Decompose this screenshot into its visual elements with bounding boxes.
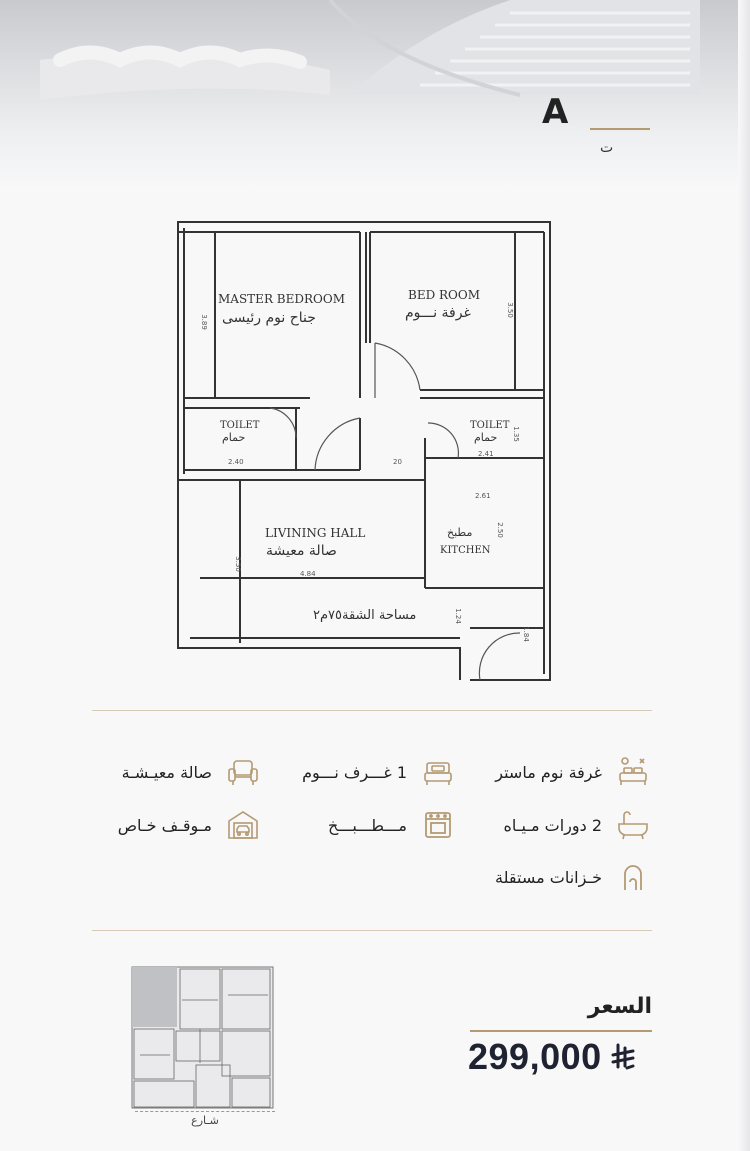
hero-staircase-illustration <box>0 0 750 190</box>
feature-label: غرفة نوم ماستر <box>495 762 602 782</box>
unit-letter: A <box>542 92 569 132</box>
feature-bedrooms <box>302 755 455 789</box>
dim-label: 4.84 <box>300 570 316 578</box>
dim-label: 2.61 <box>475 492 491 500</box>
room-label-toilet1-ar: حمام <box>222 431 246 444</box>
section-divider <box>92 710 652 711</box>
feature-living <box>122 755 260 789</box>
right-edge-shadow <box>738 0 750 1151</box>
dim-label: 2.50 <box>495 522 504 538</box>
bed-icon <box>421 755 455 789</box>
room-label-toilet1-en: TOILET <box>220 420 260 431</box>
price-value: 299,000 <box>468 1036 602 1077</box>
room-label-toilet2-ar: حمام <box>474 431 498 444</box>
room-label-bedroom-ar: غرفة نـــوم <box>405 305 471 321</box>
building-site-plan <box>130 965 275 1110</box>
feature-label: مـــطـــبـــخ <box>327 815 407 835</box>
room-label-master-ar: جناح نوم رئيسى <box>222 310 316 326</box>
feature-bathrooms <box>504 808 650 842</box>
apartment-area-label: مساحة الشقة٧٥م٢ <box>313 608 417 623</box>
bathtub-icon <box>616 808 650 842</box>
hero-image <box>0 0 750 190</box>
feature-label: مـوقـف خـاص <box>117 815 212 835</box>
master-bedroom-icon <box>616 755 650 789</box>
room-label-kitchen-ar: مطبخ <box>447 526 473 539</box>
oven-icon <box>421 808 455 842</box>
street-label: شـارع <box>135 1111 275 1127</box>
feature-parking <box>118 808 260 842</box>
dim-label: 1.84 <box>521 626 530 642</box>
dim-label: 2.40 <box>228 458 244 466</box>
dim-label: 1.35 <box>511 426 520 442</box>
dim-label: 3.89 <box>199 314 208 330</box>
unit-subtitle: ت <box>600 140 614 156</box>
feature-label: 1 غـــرف نـــوم <box>302 762 407 782</box>
unit-title-rule <box>590 128 650 130</box>
feature-label: خـزانات مستقلة <box>495 867 602 887</box>
feature-label: صالة معيـشـة <box>121 762 212 782</box>
feature-label: 2 دورات مـيـاه <box>503 815 602 835</box>
dim-label: 1.24 <box>453 608 462 624</box>
feature-water-tanks <box>495 860 650 894</box>
price-rule <box>470 1030 652 1032</box>
room-label-master-en: MASTER BEDROOM <box>218 292 345 306</box>
room-label-toilet2-en: TOILET <box>470 420 510 431</box>
armchair-icon <box>226 755 260 789</box>
room-label-bedroom-en: BED ROOM <box>408 288 481 302</box>
dim-label: 3.50 <box>505 302 514 318</box>
feature-master-bedroom <box>495 755 650 789</box>
dim-label: 20 <box>393 458 402 466</box>
water-tank-icon <box>616 860 650 894</box>
room-label-kitchen-en: KITCHEN <box>440 545 491 556</box>
garage-icon <box>226 808 260 842</box>
room-label-living-en: LIVINING HALL <box>265 526 366 540</box>
price-label: السعر <box>587 994 652 1019</box>
price-row <box>468 1036 636 1078</box>
feature-kitchen <box>328 808 455 842</box>
room-label-living-ar: صالة معيشة <box>266 543 337 559</box>
section-divider <box>92 930 652 931</box>
dim-label: 2.41 <box>478 450 494 458</box>
saudi-riyal-icon <box>610 1042 636 1072</box>
dim-label: 3.50 <box>233 556 242 572</box>
